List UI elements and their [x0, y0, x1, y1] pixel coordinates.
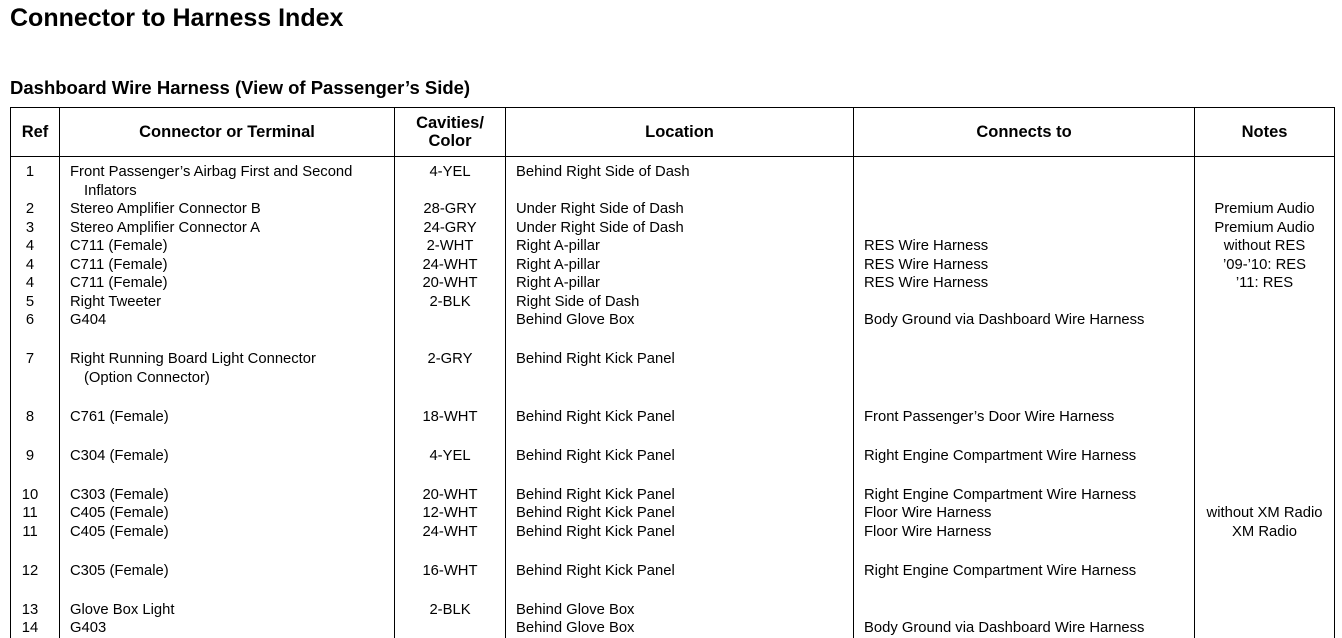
cell-notes — [1195, 237, 1335, 256]
cell-location — [506, 157, 854, 201]
cell-connector-text: G403 — [70, 620, 107, 636]
table-row — [11, 200, 1335, 219]
cell-notes — [1195, 274, 1335, 293]
cell-cavities — [395, 619, 506, 638]
cell-cavities-text: 20-WHT — [422, 275, 478, 291]
cell-ref-text: 6 — [25, 312, 35, 328]
cell-connector-text: C305 (Female) — [70, 562, 169, 579]
cell-ref-text: 4 — [25, 256, 35, 273]
cell-connects-to — [854, 237, 1195, 256]
section-title: Dashboard Wire Harness (View of Passenger’s Side) — [10, 77, 471, 98]
cell-connector — [60, 350, 395, 408]
cell-cavities-text: 2-GRY — [427, 351, 473, 367]
cell-connector — [60, 447, 395, 486]
cell-location-text: Behind Right Kick Panel — [516, 408, 675, 425]
cell-connects-to — [854, 504, 1195, 523]
cell-notes-text: XM Radio — [1232, 523, 1297, 540]
cell-location-text: Behind Glove Box — [516, 620, 635, 636]
cell-connects-to — [854, 486, 1195, 505]
cell-notes — [1195, 219, 1335, 238]
cell-connector-text: C304 (Female) — [70, 447, 169, 464]
cell-connector-text: Front Passenger’s Airbag First and Second — [70, 164, 353, 180]
cell-location-text: Behind Right Kick Panel — [516, 486, 675, 503]
cell-notes — [1195, 619, 1335, 638]
cell-location-text: Behind Right Kick Panel — [516, 505, 675, 521]
cell-cavities — [395, 601, 506, 620]
cell-connector — [60, 486, 395, 505]
cell-connects-to-text: RES Wire Harness — [864, 275, 989, 291]
header-connects-to: Connects to — [854, 108, 1195, 157]
cell-cavities — [395, 237, 506, 256]
cell-connects-to-text: Right Engine Compartment Wire Harness — [864, 562, 1137, 579]
cell-ref-text: 2 — [25, 201, 35, 217]
cell-notes-text: without RES — [1223, 238, 1306, 254]
cell-ref — [11, 200, 60, 219]
header-cavities — [395, 108, 506, 157]
cell-ref-text: 7 — [25, 351, 35, 367]
cell-cavities-text: 4-YEL — [429, 447, 471, 464]
cell-connector — [60, 504, 395, 523]
cell-ref — [11, 350, 60, 408]
cell-ref-text: 4 — [25, 238, 35, 254]
cell-notes-text: Premium Audio — [1214, 201, 1315, 217]
cell-location-text: Right Side of Dash — [516, 293, 640, 310]
cell-connector-text: Stereo Amplifier Connector B — [70, 201, 261, 217]
cell-location-text: Behind Right Side of Dash — [516, 164, 690, 180]
cell-cavities — [395, 311, 506, 350]
cell-cavities — [395, 486, 506, 505]
table-row — [11, 237, 1335, 256]
cell-ref — [11, 504, 60, 523]
cell-cavities-text: 20-WHT — [422, 486, 478, 503]
cell-cavities — [395, 408, 506, 447]
table-row — [11, 256, 1335, 275]
table-row — [11, 504, 1335, 523]
cell-ref-text: 12 — [21, 562, 39, 579]
cell-connects-to — [854, 293, 1195, 312]
cell-notes — [1195, 350, 1335, 408]
cell-connects-to-text: RES Wire Harness — [864, 238, 989, 254]
cell-cavities — [395, 256, 506, 275]
cell-notes — [1195, 293, 1335, 312]
table-row — [11, 293, 1335, 312]
cell-location — [506, 601, 854, 620]
cell-notes-text: ’09-’10: RES — [1222, 256, 1307, 273]
cell-location — [506, 311, 854, 350]
cell-ref — [11, 157, 60, 201]
cell-location — [506, 256, 854, 275]
cell-location-text: Right A-pillar — [516, 275, 600, 291]
cell-connector — [60, 237, 395, 256]
connector-index-table — [10, 107, 1335, 638]
cell-connector-text: C761 (Female) — [70, 408, 169, 425]
cell-connector-text: C303 (Female) — [70, 486, 169, 503]
cell-cavities-text: 24-WHT — [422, 256, 478, 273]
cell-connector-text: C711 (Female) — [70, 238, 168, 254]
cell-connector-text: Stereo Amplifier Connector A — [70, 219, 260, 236]
header-ref: Ref — [11, 108, 60, 157]
cell-location — [506, 350, 854, 408]
cell-location-text: Behind Glove Box — [516, 312, 635, 328]
header-location: Location — [506, 108, 854, 157]
cell-connects-to-text: RES Wire Harness — [864, 256, 989, 273]
cell-ref-text: 11 — [22, 505, 38, 521]
cell-cavities — [395, 293, 506, 312]
cell-ref-text: 11 — [22, 523, 38, 540]
cell-location — [506, 293, 854, 312]
cell-cavities-text: 12-WHT — [422, 505, 478, 521]
cell-notes — [1195, 562, 1335, 601]
cell-location-text: Behind Right Kick Panel — [516, 523, 675, 540]
cell-connector — [60, 311, 395, 350]
cell-ref-text: 8 — [25, 408, 35, 425]
table-row — [11, 486, 1335, 505]
cell-connects-to-text: Right Engine Compartment Wire Harness — [864, 486, 1137, 503]
cell-connector — [60, 256, 395, 275]
cell-connector-text: Right Running Board Light Connector — [70, 351, 316, 367]
cell-location-text: Behind Glove Box — [516, 601, 635, 618]
cell-connector-text: Glove Box Light — [70, 601, 175, 618]
cell-location — [506, 504, 854, 523]
cell-ref — [11, 256, 60, 275]
cell-ref-text: 10 — [21, 486, 39, 503]
cell-connects-to — [854, 256, 1195, 275]
cell-ref-text: 4 — [25, 275, 35, 291]
cell-connects-to-text: Right Engine Compartment Wire Harness — [864, 447, 1137, 464]
cell-ref — [11, 237, 60, 256]
cell-cavities-text: 2-BLK — [429, 293, 471, 310]
table-row — [11, 219, 1335, 238]
cell-ref — [11, 219, 60, 238]
cell-cavities-text: 18-WHT — [422, 408, 478, 425]
cell-connector-text: G404 — [70, 312, 107, 328]
cell-connector-continuation: Inflators — [84, 182, 137, 199]
cell-connects-to-text: Body Ground via Dashboard Wire Harness — [864, 312, 1145, 328]
cell-cavities-text: 24-GRY — [423, 219, 477, 236]
cell-ref-text: 3 — [25, 219, 35, 236]
table-row — [11, 311, 1335, 350]
cell-connects-to — [854, 619, 1195, 638]
cell-connector — [60, 219, 395, 238]
table-row — [11, 601, 1335, 620]
cell-ref — [11, 274, 60, 293]
cell-connector — [60, 200, 395, 219]
cell-ref-text: 14 — [21, 620, 39, 636]
cell-connects-to-text: Front Passenger’s Door Wire Harness — [864, 408, 1115, 425]
cell-connector-text: C711 (Female) — [70, 256, 168, 273]
cell-notes — [1195, 486, 1335, 505]
cell-location — [506, 447, 854, 486]
cell-notes — [1195, 523, 1335, 562]
cell-cavities — [395, 157, 506, 201]
cell-notes — [1195, 200, 1335, 219]
table-row — [11, 408, 1335, 447]
cell-connects-to — [854, 157, 1195, 201]
cell-location-text: Under Right Side of Dash — [516, 219, 684, 236]
cell-cavities-text: 28-GRY — [423, 201, 477, 217]
cell-ref-text: 1 — [25, 164, 35, 180]
cell-location-text: Under Right Side of Dash — [516, 201, 684, 217]
cell-cavities — [395, 523, 506, 562]
cell-connects-to — [854, 311, 1195, 350]
table-row — [11, 274, 1335, 293]
cell-connector-text: C405 (Female) — [70, 505, 169, 521]
cell-notes-text: ’11: RES — [1235, 275, 1294, 291]
cell-location — [506, 219, 854, 238]
cell-location — [506, 562, 854, 601]
table-row — [11, 523, 1335, 562]
table-row — [11, 447, 1335, 486]
cell-cavities — [395, 350, 506, 408]
cell-cavities — [395, 274, 506, 293]
cell-connects-to — [854, 350, 1195, 408]
cell-connects-to — [854, 562, 1195, 601]
cell-connector-text: C405 (Female) — [70, 523, 169, 540]
cell-cavities-text: 16-WHT — [422, 562, 478, 579]
cell-connects-to — [854, 274, 1195, 293]
header-cavities-line2: Color — [428, 132, 472, 150]
table-row — [11, 562, 1335, 601]
cell-ref — [11, 523, 60, 562]
cell-cavities-text: 24-WHT — [422, 523, 478, 540]
cell-connector — [60, 408, 395, 447]
cell-location-text: Behind Right Kick Panel — [516, 351, 675, 367]
cell-connects-to — [854, 523, 1195, 562]
cell-cavities-text: 2-BLK — [429, 601, 471, 618]
cell-location-text: Right A-pillar — [516, 238, 600, 254]
cell-cavities-text: 2-WHT — [426, 238, 474, 254]
cell-notes — [1195, 157, 1335, 201]
cell-connector — [60, 601, 395, 620]
cell-location — [506, 200, 854, 219]
cell-connects-to — [854, 219, 1195, 238]
table-header-row — [11, 108, 1335, 157]
cell-ref — [11, 408, 60, 447]
cell-ref-text: 13 — [21, 601, 39, 618]
cell-notes-text: Premium Audio — [1214, 219, 1315, 236]
cell-connects-to-text: Floor Wire Harness — [864, 505, 992, 521]
cell-ref — [11, 447, 60, 486]
cell-connector-text: Right Tweeter — [70, 293, 162, 310]
cell-cavities — [395, 447, 506, 486]
cell-notes — [1195, 447, 1335, 486]
cell-connects-to — [854, 408, 1195, 447]
cell-connects-to-text: Body Ground via Dashboard Wire Harness — [864, 620, 1145, 636]
header-connector: Connector or Terminal — [60, 108, 395, 157]
cell-cavities-text: 4-YEL — [429, 164, 471, 180]
cell-ref — [11, 486, 60, 505]
cell-connects-to — [854, 601, 1195, 620]
cell-connector — [60, 157, 395, 201]
cell-ref — [11, 619, 60, 638]
cell-connector — [60, 274, 395, 293]
cell-location — [506, 486, 854, 505]
cell-connects-to-text: Floor Wire Harness — [864, 523, 992, 540]
cell-notes — [1195, 311, 1335, 350]
cell-ref-text: 9 — [25, 447, 35, 464]
cell-connects-to — [854, 200, 1195, 219]
table-row — [11, 619, 1335, 638]
cell-notes — [1195, 408, 1335, 447]
cell-notes — [1195, 256, 1335, 275]
cell-ref — [11, 562, 60, 601]
cell-location — [506, 408, 854, 447]
page-title: Connector to Harness Index — [10, 4, 344, 32]
cell-ref — [11, 601, 60, 620]
cell-cavities — [395, 219, 506, 238]
cell-connector — [60, 523, 395, 562]
table-row — [11, 350, 1335, 408]
cell-connector — [60, 293, 395, 312]
header-notes: Notes — [1195, 108, 1335, 157]
cell-location-text: Behind Right Kick Panel — [516, 447, 675, 464]
cell-connector — [60, 562, 395, 601]
cell-cavities — [395, 562, 506, 601]
cell-cavities — [395, 504, 506, 523]
cell-ref — [11, 293, 60, 312]
header-cavities-line1: Cavities/ — [416, 114, 484, 132]
cell-notes — [1195, 504, 1335, 523]
cell-location — [506, 274, 854, 293]
cell-ref — [11, 311, 60, 350]
cell-notes — [1195, 601, 1335, 620]
cell-cavities — [395, 200, 506, 219]
cell-connector-text: C711 (Female) — [70, 275, 168, 291]
cell-connects-to — [854, 447, 1195, 486]
table-row — [11, 157, 1335, 201]
cell-location-text: Behind Right Kick Panel — [516, 562, 675, 579]
cell-connector-continuation: (Option Connector) — [84, 369, 210, 386]
cell-ref-text: 5 — [25, 293, 35, 310]
cell-location — [506, 523, 854, 562]
cell-connector — [60, 619, 395, 638]
cell-notes-text: without XM Radio — [1206, 505, 1323, 521]
cell-location-text: Right A-pillar — [516, 256, 600, 273]
cell-location — [506, 237, 854, 256]
cell-location — [506, 619, 854, 638]
